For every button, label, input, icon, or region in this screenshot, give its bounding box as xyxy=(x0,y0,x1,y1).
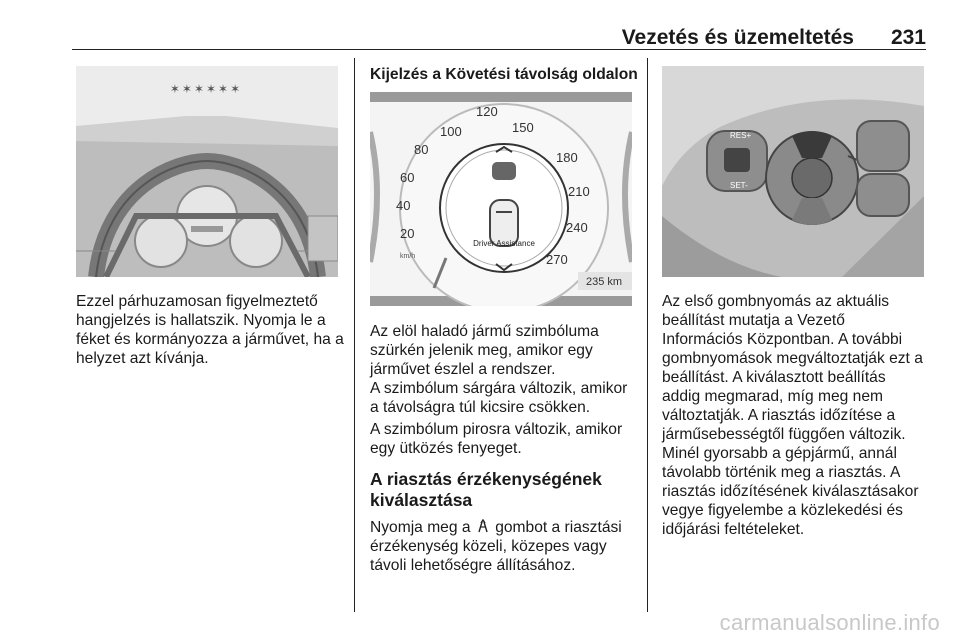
gauge-tick: 80 xyxy=(414,142,429,157)
para4-text-after: gombot a riasztási érzékenység közeli, közepes vagy távoli lehetőségre állításához. xyxy=(370,519,622,574)
steering-buttons-figure xyxy=(662,66,924,277)
gauge-tick: 120 xyxy=(476,104,498,119)
page-header xyxy=(72,22,926,48)
dashboard-illustration xyxy=(76,66,338,277)
section-heading: A riasztás érzékenységének kiválasztása xyxy=(370,469,602,510)
gauge-tick: 40 xyxy=(396,198,411,213)
header-rule xyxy=(72,49,926,50)
column-divider-left xyxy=(354,58,355,612)
follow-distance-icon xyxy=(475,519,491,533)
gauge-tick: 270 xyxy=(546,252,568,267)
gauge-tick: 150 xyxy=(512,120,534,135)
odometer-reading: 235 km xyxy=(586,276,623,288)
gauge-tick: 60 xyxy=(400,170,415,185)
dashboard-figure xyxy=(76,66,338,277)
gauge-unit: km/h xyxy=(400,253,416,260)
watermark: carmanualsonline.info xyxy=(719,610,940,635)
figure-caption: Kijelzés a Követési távolság oldalon xyxy=(370,66,638,83)
gauge-tick: 20 xyxy=(400,226,415,241)
gauge-tick: 100 xyxy=(440,124,462,139)
col2-paragraph-4 xyxy=(370,518,640,575)
col3-paragraph: Az első gombnyomás az aktuális beállítást mutatja a Vezető Információs Központban. A további gombnyomások megváltoztatják ezt a beállítást. A kiválasztott beállítás addig megmarad, míg meg nem változtatják. A riasztás időzítése a járműsebességtől függően változik. Minél gyorsabb a gépjármű, annál távolabb történik meg a riasztás. A riasztás időzítésének kiválasztásakor vegye figyelembe a közlekedési és időjárási feltételeket. xyxy=(662,293,923,538)
res-label: RES+ xyxy=(730,131,752,140)
set-label: SET- xyxy=(730,181,748,190)
column-divider-right xyxy=(647,58,648,612)
steering-wheel-illustration xyxy=(662,66,924,277)
col2-paragraph-1: Az elöl haladó jármű szimbóluma szürkén jelenik meg, amikor egy járművet észlel a rendszer. xyxy=(370,323,599,378)
col1-paragraph: Ezzel párhuzamosan figyelmeztető hangjelzés is hallatszik. Nyomja le a féket és kormányozza a járművet, ha a helyzet azt kívánja. xyxy=(76,293,344,367)
driver-assistance-label: Driver Assistance xyxy=(473,239,535,248)
gauge-figure xyxy=(370,92,632,306)
col2-paragraph-3: A szimbólum pirosra változik, amikor egy ütközés fenyeget. xyxy=(370,421,623,457)
col2-paragraph-2: A szimbólum sárgára változik, amikor a távolságra túl kicsire csökken. xyxy=(370,380,628,416)
hud-warning-stars: ✶✶✶✶✶✶ xyxy=(169,82,243,96)
page-title: Vezetés és üzemeltetés xyxy=(621,26,854,49)
gauge-tick: 210 xyxy=(568,184,590,199)
gauge-tick: 180 xyxy=(556,150,578,165)
speedometer-illustration xyxy=(370,92,632,306)
page-number: 231 xyxy=(890,26,926,49)
para4-text-before: Nyomja meg a xyxy=(370,519,475,536)
gauge-tick: 240 xyxy=(566,220,588,235)
